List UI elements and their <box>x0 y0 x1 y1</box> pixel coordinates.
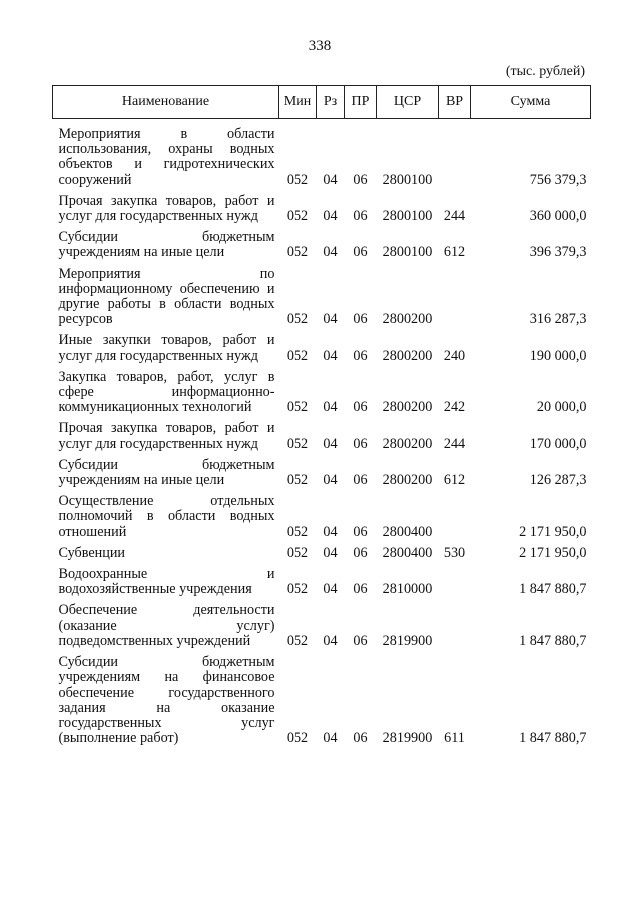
units-label: (тыс. рублей) <box>505 64 585 79</box>
cell-csr: 2810000 <box>382 581 433 598</box>
cell-sum: 126 287,3 <box>529 472 587 489</box>
cell-rz: 04 <box>323 435 338 452</box>
cell-pr: 06 <box>353 244 368 261</box>
cell-min: 052 <box>286 544 309 561</box>
table-row <box>53 226 591 262</box>
table-row <box>53 542 591 563</box>
cell-pr: 06 <box>353 472 368 489</box>
column-header-rz: Рз <box>317 86 345 119</box>
cell-csr: 2800200 <box>382 399 433 416</box>
table-header-row <box>53 86 591 119</box>
cell-csr: 2800200 <box>382 347 433 364</box>
table-row <box>53 651 591 748</box>
table-row <box>53 366 591 418</box>
column-header-vr: ВР <box>439 86 471 119</box>
cell-vr: 240 <box>443 347 466 364</box>
cell-vr: 612 <box>443 244 466 261</box>
table-row <box>53 119 591 190</box>
cell-name: Мероприятия в области использования, охраны водных объектов и гидротехнических сооружений <box>58 126 275 188</box>
cell-name: Прочая закупка товаров, работ и услуг для государственных нужд <box>58 192 275 225</box>
page-number: 338 <box>308 38 332 54</box>
column-header-name: Наименование <box>53 86 279 119</box>
cell-pr: 06 <box>353 632 368 649</box>
cell-name: Осуществление отдельных полномочий в области водных отношений <box>58 493 275 540</box>
column-header-csr: ЦСР <box>377 86 439 119</box>
cell-pr: 06 <box>353 171 368 188</box>
cell-sum: 170 000,0 <box>529 435 587 452</box>
cell-csr: 2800400 <box>382 523 433 540</box>
cell-name: Субсидии бюджетным учреждениям на финансовое обеспечение государственного задания на оказание государственных услуг (выполнение работ) <box>58 654 275 747</box>
cell-min: 052 <box>286 730 309 747</box>
cell-sum: 1 847 880,7 <box>519 581 587 598</box>
cell-vr <box>439 490 471 542</box>
cell-vr: 244 <box>443 435 466 452</box>
cell-min: 052 <box>286 632 309 649</box>
cell-vr: 244 <box>443 208 466 225</box>
cell-name: Мероприятия по информационному обеспечению и другие работы в области водных ресурсов <box>58 265 275 328</box>
table-row <box>53 190 591 226</box>
cell-name: Субвенции <box>58 544 126 561</box>
cell-rz: 04 <box>323 208 338 225</box>
cell-sum: 360 000,0 <box>529 208 587 225</box>
table-row <box>53 454 591 490</box>
cell-sum: 20 000,0 <box>536 399 587 416</box>
cell-min: 052 <box>286 581 309 598</box>
cell-pr: 06 <box>353 208 368 225</box>
cell-rz: 04 <box>323 730 338 747</box>
cell-name: Прочая закупка товаров, работ и услуг для государственных нужд <box>58 420 275 452</box>
table-row <box>53 563 591 599</box>
cell-rz: 04 <box>323 244 338 261</box>
cell-vr <box>439 563 471 599</box>
cell-name: Закупка товаров, работ, услуг в сфере информационно-коммуникационных технологий <box>58 368 275 416</box>
cell-vr <box>439 119 471 190</box>
cell-rz: 04 <box>323 632 338 649</box>
cell-csr: 2800100 <box>382 244 433 261</box>
cell-sum: 2 171 950,0 <box>519 544 587 561</box>
cell-vr: 242 <box>443 399 466 416</box>
cell-pr: 06 <box>353 347 368 364</box>
cell-pr: 06 <box>353 311 368 328</box>
cell-rz: 04 <box>323 347 338 364</box>
cell-min: 052 <box>286 399 309 416</box>
cell-sum: 1 847 880,7 <box>519 632 587 649</box>
column-header-min: Мин <box>279 86 317 119</box>
cell-rz: 04 <box>323 581 338 598</box>
table-row <box>53 263 591 330</box>
cell-min: 052 <box>286 208 309 225</box>
cell-name: Водоохранные и водохозяйственные учреждения <box>58 566 275 598</box>
cell-name: Субсидии бюджетным учреждениям на иные цели <box>58 456 275 489</box>
cell-pr: 06 <box>353 523 368 540</box>
cell-min: 052 <box>286 311 309 328</box>
cell-csr: 2819900 <box>382 730 433 747</box>
cell-csr: 2800100 <box>382 208 433 225</box>
cell-csr: 2800400 <box>382 544 433 561</box>
cell-vr: 612 <box>443 472 466 489</box>
cell-name: Иные закупки товаров, работ и услуг для государственных нужд <box>58 332 275 364</box>
cell-min: 052 <box>286 523 309 540</box>
cell-name: Обеспечение деятельности (оказание услуг) подведомственных учреждений <box>58 602 275 649</box>
cell-sum: 316 287,3 <box>529 311 587 328</box>
cell-sum: 190 000,0 <box>529 347 587 364</box>
cell-sum: 1 847 880,7 <box>519 730 587 747</box>
table-row <box>53 417 591 453</box>
cell-rz: 04 <box>323 311 338 328</box>
cell-min: 052 <box>286 244 309 261</box>
cell-csr: 2800100 <box>382 171 433 188</box>
cell-pr: 06 <box>353 730 368 747</box>
cell-rz: 04 <box>323 472 338 489</box>
column-header-sum: Сумма <box>471 86 591 119</box>
cell-rz: 04 <box>323 171 338 188</box>
cell-vr <box>439 599 471 651</box>
table-row <box>53 599 591 651</box>
cell-min: 052 <box>286 435 309 452</box>
table-body <box>53 119 591 749</box>
cell-vr <box>439 263 471 330</box>
cell-csr: 2800200 <box>382 472 433 489</box>
cell-sum: 756 379,3 <box>529 171 587 188</box>
cell-csr: 2800200 <box>382 435 433 452</box>
table-row <box>53 490 591 542</box>
cell-min: 052 <box>286 171 309 188</box>
cell-pr: 06 <box>353 544 368 561</box>
table-row <box>53 329 591 365</box>
cell-csr: 2800200 <box>382 311 433 328</box>
cell-min: 052 <box>286 347 309 364</box>
cell-rz: 04 <box>323 544 338 561</box>
cell-pr: 06 <box>353 581 368 598</box>
cell-min: 052 <box>286 472 309 489</box>
cell-vr: 611 <box>444 730 465 747</box>
cell-rz: 04 <box>323 523 338 540</box>
cell-pr: 06 <box>353 435 368 452</box>
cell-csr: 2819900 <box>382 632 433 649</box>
cell-sum: 2 171 950,0 <box>519 523 587 540</box>
cell-rz: 04 <box>323 399 338 416</box>
cell-name: Субсидии бюджетным учреждениям на иные цели <box>58 229 275 261</box>
cell-pr: 06 <box>353 399 368 416</box>
column-header-pr: ПР <box>345 86 377 119</box>
budget-table <box>52 85 591 748</box>
cell-sum: 396 379,3 <box>529 244 587 261</box>
cell-vr: 530 <box>443 544 466 561</box>
